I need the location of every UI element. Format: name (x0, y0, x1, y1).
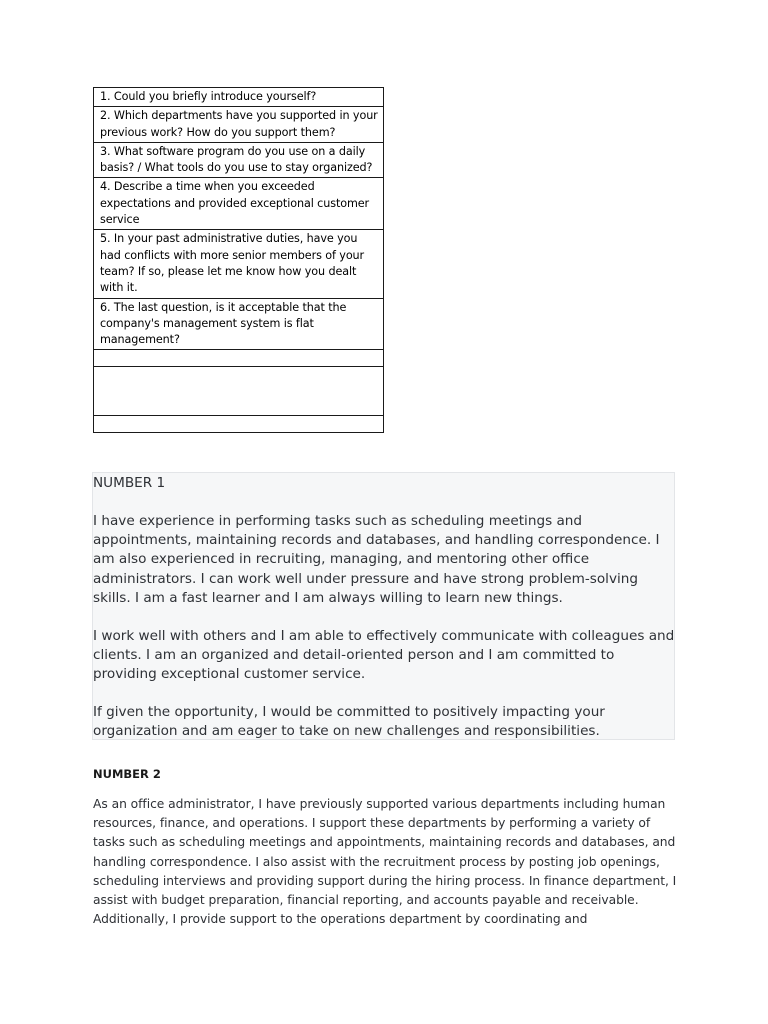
interview-questions-table (93, 87, 384, 433)
question-5: 5. In your past administrative duties, have you had conflicts with more senior members of your team? If so, please let me know how you dealt with it. (94, 230, 384, 298)
answer-2-heading: NUMBER 2 (93, 767, 161, 781)
answer-1-heading: NUMBER 1 (93, 475, 166, 491)
empty-table-row (94, 416, 384, 433)
table-row (94, 107, 384, 143)
empty-cell (94, 416, 384, 433)
empty-cell (94, 367, 384, 416)
table-row (94, 298, 384, 350)
question-3: 3. What software program do you use on a daily basis? / What tools do you use to stay organized? (94, 142, 384, 178)
question-1: 1. Could you briefly introduce yourself? (94, 88, 384, 107)
answer-1-paragraph-3: If given the opportunity, I would be committed to positively impacting your organization and am eager to take on new challenges and responsibilities. (93, 704, 605, 740)
empty-table-row (94, 350, 384, 367)
question-6: 6. The last question, is it acceptable that the company's management system is flat management? (94, 298, 384, 350)
table-row (94, 142, 384, 178)
answer-1-paragraph-2: I work well with others and I am able to effectively communicate with colleagues and clients. I am an organized and detail-oriented person and I am committed to providing exceptional customer service. (93, 628, 675, 683)
answer-1-paragraph-1: I have experience in performing tasks such as scheduling meetings and appointments, maintaining records and databases, and handling correspondence. I am also experienced in recruiting, managing, and mentoring other office administrators. I can work well under pressure and have strong problem-solving skills. I am a fast learner and I am always willing to learn new things. (93, 513, 660, 606)
question-4: 4. Describe a time when you exceeded expectations and provided exceptional customer service (94, 178, 384, 230)
table-row (94, 88, 384, 107)
answer-2-paragraph: As an office administrator, I have previously supported various departments including human resources, finance, and operations. I support these departments by performing a variety of tasks such as scheduling meetings and appointments, maintaining records and databases, and handling correspondence. I also assist with the recruitment process by posting job openings, scheduling interviews and providing support during the hiring process. In finance department, I assist with budget preparation, financial reporting, and accounts payable and receivable. Additionally, I provide support to the operations department by coordinating and (93, 797, 677, 927)
question-2: 2. Which departments have you supported in your previous work? How do you support them? (94, 107, 384, 143)
table-row (94, 230, 384, 298)
empty-table-row (94, 367, 384, 416)
table-row (94, 178, 384, 230)
answer-1-block (92, 472, 675, 740)
empty-cell (94, 350, 384, 367)
